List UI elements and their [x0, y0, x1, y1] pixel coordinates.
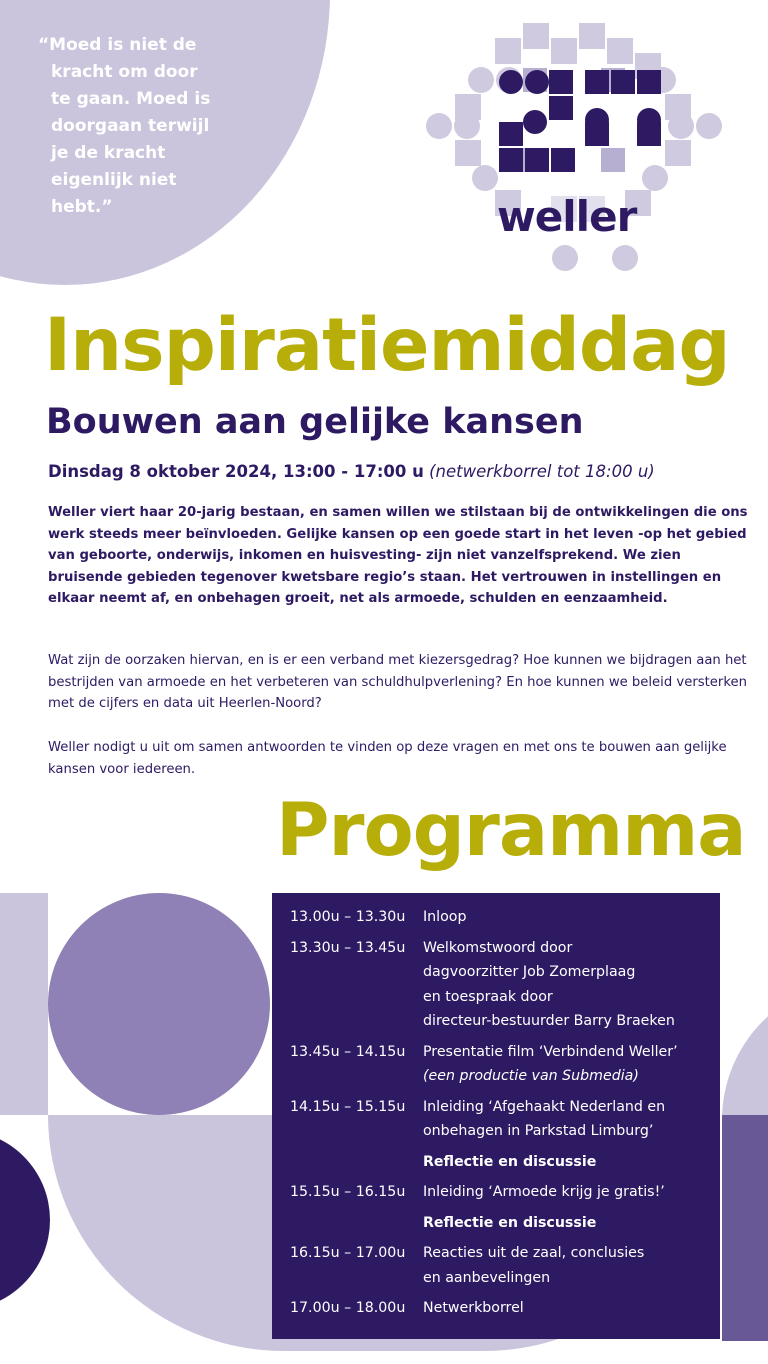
program-schedule [272, 893, 720, 1339]
program-description [423, 1241, 720, 1290]
program-line: Reflectie en discussie [423, 1214, 597, 1231]
page-title: Inspiratiemiddag [44, 303, 730, 388]
program-description [423, 905, 720, 930]
quote-line: je de kracht [51, 143, 166, 163]
program-line: Inloop [423, 909, 467, 925]
page-subtitle: Bouwen aan gelijke kansen [46, 402, 584, 442]
event-date-note: (netwerkborrel tot 18:00 u) [429, 462, 655, 481]
program-time [290, 1150, 423, 1175]
program-line: Inleiding ‘Afgehaakt Nederland en [423, 1098, 666, 1115]
event-dateline [48, 462, 655, 481]
program-row [290, 936, 720, 1034]
program-description [423, 1211, 720, 1236]
program-line-italic: (een productie van Submedia) [423, 1068, 639, 1084]
program-time: 13.45u – 14.15u [290, 1043, 406, 1060]
program-row-reflection [290, 1150, 720, 1175]
decorative-dark-circle [0, 1130, 50, 1310]
program-row-reflection [290, 1211, 720, 1236]
quote-line: hebt.” [51, 197, 113, 217]
program-time: 16.15u – 17.00u [290, 1245, 406, 1261]
program-row [290, 1040, 720, 1089]
quote-line: te gaan. Moed is [51, 89, 211, 109]
decorative-circle [48, 893, 270, 1115]
program-description [423, 1180, 720, 1205]
invitation-paragraph: Weller nodigt u uit om samen antwoorden te vinden op deze vragen en met ons te bouwen aan gelijke kansen voor iedereen. [48, 740, 727, 777]
program-line: Welkomstwoord door [423, 939, 573, 956]
program-description [423, 1150, 720, 1175]
program-line: Netwerkborrel [423, 1300, 524, 1316]
program-title: Programma [276, 788, 746, 873]
program-description [423, 1296, 720, 1321]
program-description [423, 1095, 720, 1144]
weller-20-logo [425, 18, 725, 283]
program-line: onbehagen in Parkstad Limburg’ [423, 1123, 654, 1139]
program-row [290, 1241, 720, 1290]
intro-paragraph: Weller viert haar 20-jarig bestaan, en samen willen we stilstaan bij de ontwikkelingen die ons werk steeds meer beïnvloeden. Gelijke kansen op een goede start in het leven -op het gebied van geboorte, onderwijs, inkomen en huisvesting- zijn niet vanzelfsprekend. We zien bruisende gebieden tegenover kwetsbare regio’s staan. Het vertrouwen in instellingen en elkaar neemt af, en onbehagen groeit, net als armoede, schulden en eenzaamheid. [48, 505, 748, 606]
program-line: directeur-bestuurder Barry Braeken [423, 1013, 675, 1029]
program-line: Reflectie en discussie [423, 1153, 597, 1170]
quote-line: doorgaan terwijl [51, 116, 210, 136]
program-description [423, 936, 720, 1034]
quote-line: eigenlijk niet [51, 170, 177, 190]
program-time [290, 1211, 423, 1236]
program-time: 17.00u – 18.00u [290, 1300, 406, 1316]
program-line: dagvoorzitter Job Zomerplaag [423, 964, 636, 980]
questions-paragraph: Wat zijn de oorzaken hiervan, en is er een verband met kiezersgedrag? Hoe kunnen we bijdragen aan het bestrijden van armoede en het verbeteren van schuldhulpverlening? En hoe kunnen we beleid versterken met de cijfers en data uit Heerlen-Noord? [48, 653, 747, 711]
program-line: en aanbevelingen [423, 1269, 551, 1286]
event-date: Dinsdag 8 oktober 2024, 13:00 - 17:00 u [48, 462, 424, 481]
decorative-left-bar [0, 893, 48, 1115]
program-row [290, 1296, 720, 1321]
program-row [290, 1095, 720, 1144]
program-description [423, 1040, 720, 1089]
program-line: Reacties uit de zaal, conclusies [423, 1245, 645, 1261]
program-line: en toespraak door [423, 988, 553, 1005]
program-row [290, 905, 720, 930]
quote [38, 32, 218, 221]
program-time: 14.15u – 15.15u [290, 1098, 406, 1115]
program-line: Presentatie film ‘Verbindend Weller’ [423, 1043, 678, 1060]
program-row [290, 1180, 720, 1205]
quote-line: kracht om door [51, 62, 198, 82]
program-line: Inleiding ‘Armoede krijg je gratis!’ [423, 1184, 665, 1200]
logo-wordmark: weller [497, 192, 637, 241]
decorative-right-bar [722, 1115, 768, 1341]
quote-line: “Moed is niet de [38, 35, 197, 55]
program-time: 13.30u – 13.45u [290, 939, 406, 956]
program-time: 13.00u – 13.30u [290, 909, 406, 925]
program-time: 15.15u – 16.15u [290, 1184, 406, 1200]
